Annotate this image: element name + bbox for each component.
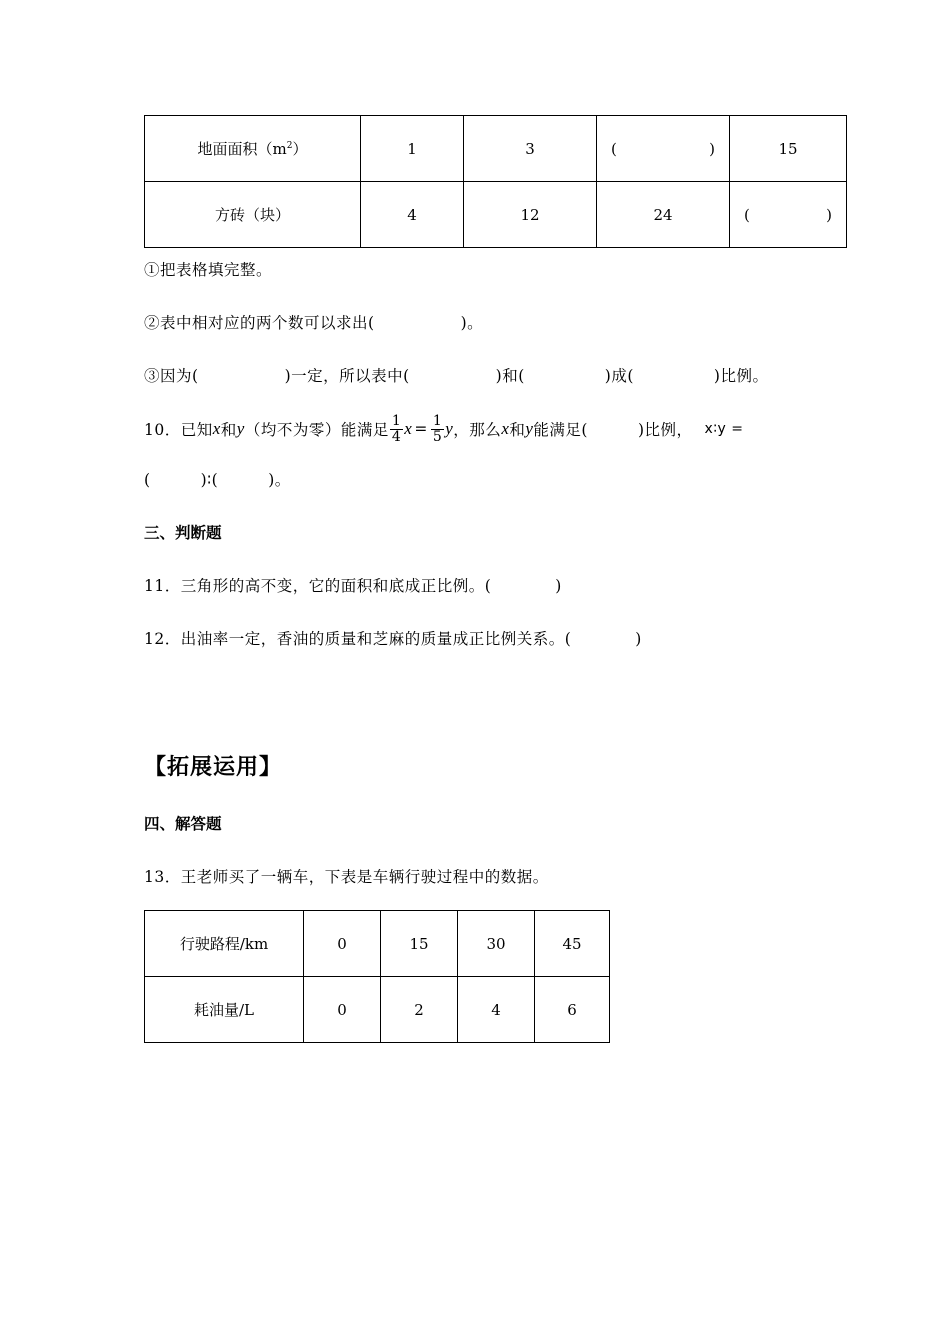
q13: 13．王老师买了一辆车，下表是车辆行驶过程中的数据。: [144, 868, 549, 886]
ratio-expression: x∶y =: [704, 421, 744, 438]
q11: [144, 574, 562, 596]
q10-text: （均不为零）能满足: [244, 421, 389, 440]
q10-text: )比例，: [637, 421, 693, 440]
q9-item-1: ①把表格填完整。: [144, 261, 273, 279]
q9-item-3-text: ③因为(: [144, 367, 199, 385]
var-x: x: [212, 419, 221, 439]
q9-item-3-text: )一定，所以表中(: [284, 367, 410, 385]
q9-item-3-text: )成(: [604, 367, 634, 385]
var-y: y: [445, 419, 454, 439]
extension-heading: 【拓展运用】: [144, 754, 283, 780]
q9-item-3: [144, 364, 768, 386]
q9-item-2: [144, 311, 483, 333]
table-cell: 45: [535, 911, 610, 977]
var-y: y: [236, 419, 245, 439]
section-title-judgement: 三、判断题: [144, 523, 222, 542]
table-row-header-bricks: 方砖（块）: [145, 182, 361, 248]
table-cell: 30: [458, 911, 535, 977]
table-cell: 6: [535, 977, 610, 1043]
q9-item-3-text: )比例。: [713, 367, 769, 385]
q9-item-2-end: )。: [460, 314, 484, 332]
table-row-header-fuel: 耗油量/L: [145, 977, 304, 1043]
q10-text: (: [144, 471, 151, 489]
table-cell: 15: [730, 116, 847, 182]
q12-end: ): [635, 630, 642, 648]
var-x: x: [404, 419, 413, 439]
table-cell: 4: [361, 182, 464, 248]
q9-item-3-text: )和(: [495, 367, 525, 385]
q10-text: 和: [220, 421, 237, 440]
table-cell: 24: [597, 182, 730, 248]
q10-text: )。: [268, 471, 291, 489]
q10-text: ，那么: [453, 421, 502, 440]
q10-line-2: [144, 468, 291, 490]
equals-sign: =: [414, 420, 428, 439]
table-cell: 12: [464, 182, 597, 248]
table-cell: 1: [361, 116, 464, 182]
q10-line-1: [144, 414, 743, 444]
q10-text: 和: [509, 421, 526, 440]
q10-text: )∶(: [200, 471, 219, 489]
q12-text: 12．出油率一定，香油的质量和芝麻的质量成正比例关系。(: [144, 630, 572, 648]
q9-item-2-text: ②表中相对应的两个数可以求出(: [144, 314, 375, 332]
table-row-header-distance: 行驶路程/km: [145, 911, 304, 977]
q12: [144, 627, 642, 649]
var-x: x: [501, 419, 510, 439]
table-cell: 0: [304, 911, 381, 977]
table-cell-blank[interactable]: ( ): [597, 116, 730, 182]
section-title-answer: 四、解答题: [144, 814, 222, 833]
table-row-header-area: 地面面积$(m^2)$: [145, 116, 361, 182]
table-cell: 2: [381, 977, 458, 1043]
q11-end: ): [555, 577, 562, 595]
table-cell: 4: [458, 977, 535, 1043]
fuel-table: [144, 910, 610, 1043]
area-brick-table: [144, 115, 847, 248]
q10-text: 10．已知: [144, 421, 213, 440]
table-cell-blank[interactable]: ( ): [730, 182, 847, 248]
q11-text: 11．三角形的高不变，它的面积和底成正比例。(: [144, 577, 492, 595]
table-cell: 3: [464, 116, 597, 182]
fraction-one-quarter: $\frac{1}{4}$: [391, 413, 402, 445]
var-y: y: [525, 419, 534, 439]
table-cell: 15: [381, 911, 458, 977]
table-cell: 0: [304, 977, 381, 1043]
fraction-one-fifth: $\frac{1}{5}$: [432, 413, 443, 445]
q10-text: 能满足(: [533, 421, 588, 440]
